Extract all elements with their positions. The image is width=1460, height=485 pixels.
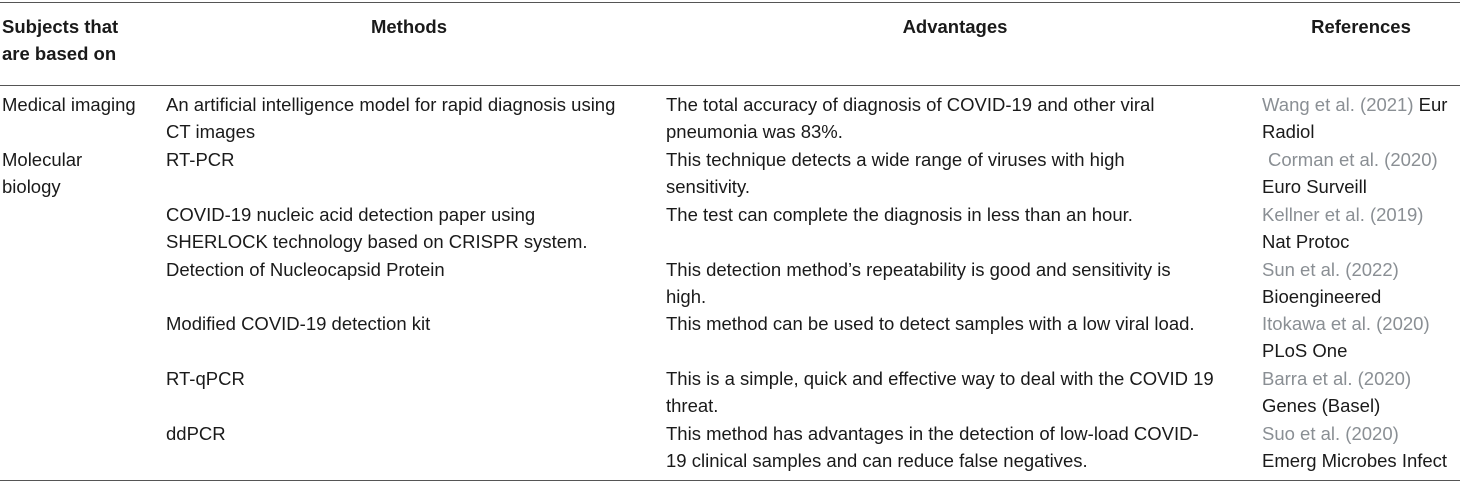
reference-citation-link[interactable]: Corman et al. (2020): [1268, 149, 1438, 170]
header-subject-line1: Subjects that: [2, 16, 119, 37]
reference-journal: Radiol: [1262, 121, 1315, 142]
row-method: RT-PCR: [166, 149, 235, 170]
row-advantage: This method has advantages in the detection of low-load COVID-: [666, 423, 1199, 444]
reference-citation-link[interactable]: Itokawa et al. (2020): [1262, 313, 1430, 334]
row-advantage: 19 clinical samples and can reduce false negatives.: [666, 450, 1088, 471]
header-advantages: Advantages: [902, 16, 1008, 37]
row-advantage: pneumonia was 83%.: [666, 121, 843, 142]
reference-citation-link[interactable]: Suo et al. (2020): [1262, 423, 1399, 444]
row-method: Modified COVID-19 detection kit: [166, 313, 431, 334]
row-subject: biology: [2, 176, 61, 197]
table-top-rule: [0, 2, 1460, 3]
header-references: References: [1311, 16, 1411, 37]
reference-citation-link[interactable]: Barra et al. (2020): [1262, 368, 1412, 389]
reference-journal: Euro Surveill: [1262, 176, 1367, 197]
table-bottom-rule: [0, 480, 1460, 481]
reference-journal: Genes (Basel): [1262, 395, 1381, 416]
row-advantage: The total accuracy of diagnosis of COVID-19 and other viral: [666, 94, 1155, 115]
row-method: COVID-19 nucleic acid detection paper using: [166, 204, 536, 225]
row-advantage: The test can complete the diagnosis in less than an hour.: [666, 204, 1133, 225]
row-method: RT-qPCR: [166, 368, 245, 389]
row-method: SHERLOCK technology based on CRISPR system.: [166, 231, 588, 252]
header-methods: Methods: [370, 16, 448, 37]
header-subject-line2: are based on: [2, 43, 117, 64]
row-advantage: threat.: [666, 395, 719, 416]
reference-journal: Bioengineered: [1262, 286, 1382, 307]
table-header-rule: [0, 85, 1460, 86]
row-advantage: This method can be used to detect samples with a low viral load.: [666, 313, 1195, 334]
row-advantage: sensitivity.: [666, 176, 750, 197]
reference-citation-link[interactable]: Kellner et al. (2019): [1262, 204, 1424, 225]
reference-journal: Nat Protoc: [1262, 231, 1350, 252]
row-advantage: This is a simple, quick and effective way to deal with the COVID 19: [666, 368, 1214, 389]
reference-journal: PLoS One: [1262, 340, 1348, 361]
row-reference: [1262, 91, 1447, 118]
reference-journal: Eur: [1418, 94, 1448, 115]
reference-citation-link[interactable]: Sun et al. (2022): [1262, 259, 1399, 280]
row-method: CT images: [166, 121, 256, 142]
reference-citation-link[interactable]: Wang et al. (2021): [1262, 94, 1414, 115]
reference-journal: Emerg Microbes Infect: [1262, 450, 1448, 471]
row-method: An artificial intelligence model for rapid diagnosis using: [166, 94, 616, 115]
row-method: ddPCR: [166, 423, 226, 444]
row-advantage: high.: [666, 286, 707, 307]
row-subject: Molecular: [2, 149, 83, 170]
row-subject: Medical imaging: [2, 94, 136, 115]
row-advantage: This technique detects a wide range of viruses with high: [666, 149, 1125, 170]
row-method: Detection of Nucleocapsid Protein: [166, 259, 445, 280]
row-advantage: This detection method’s repeatability is good and sensitivity is: [666, 259, 1171, 280]
